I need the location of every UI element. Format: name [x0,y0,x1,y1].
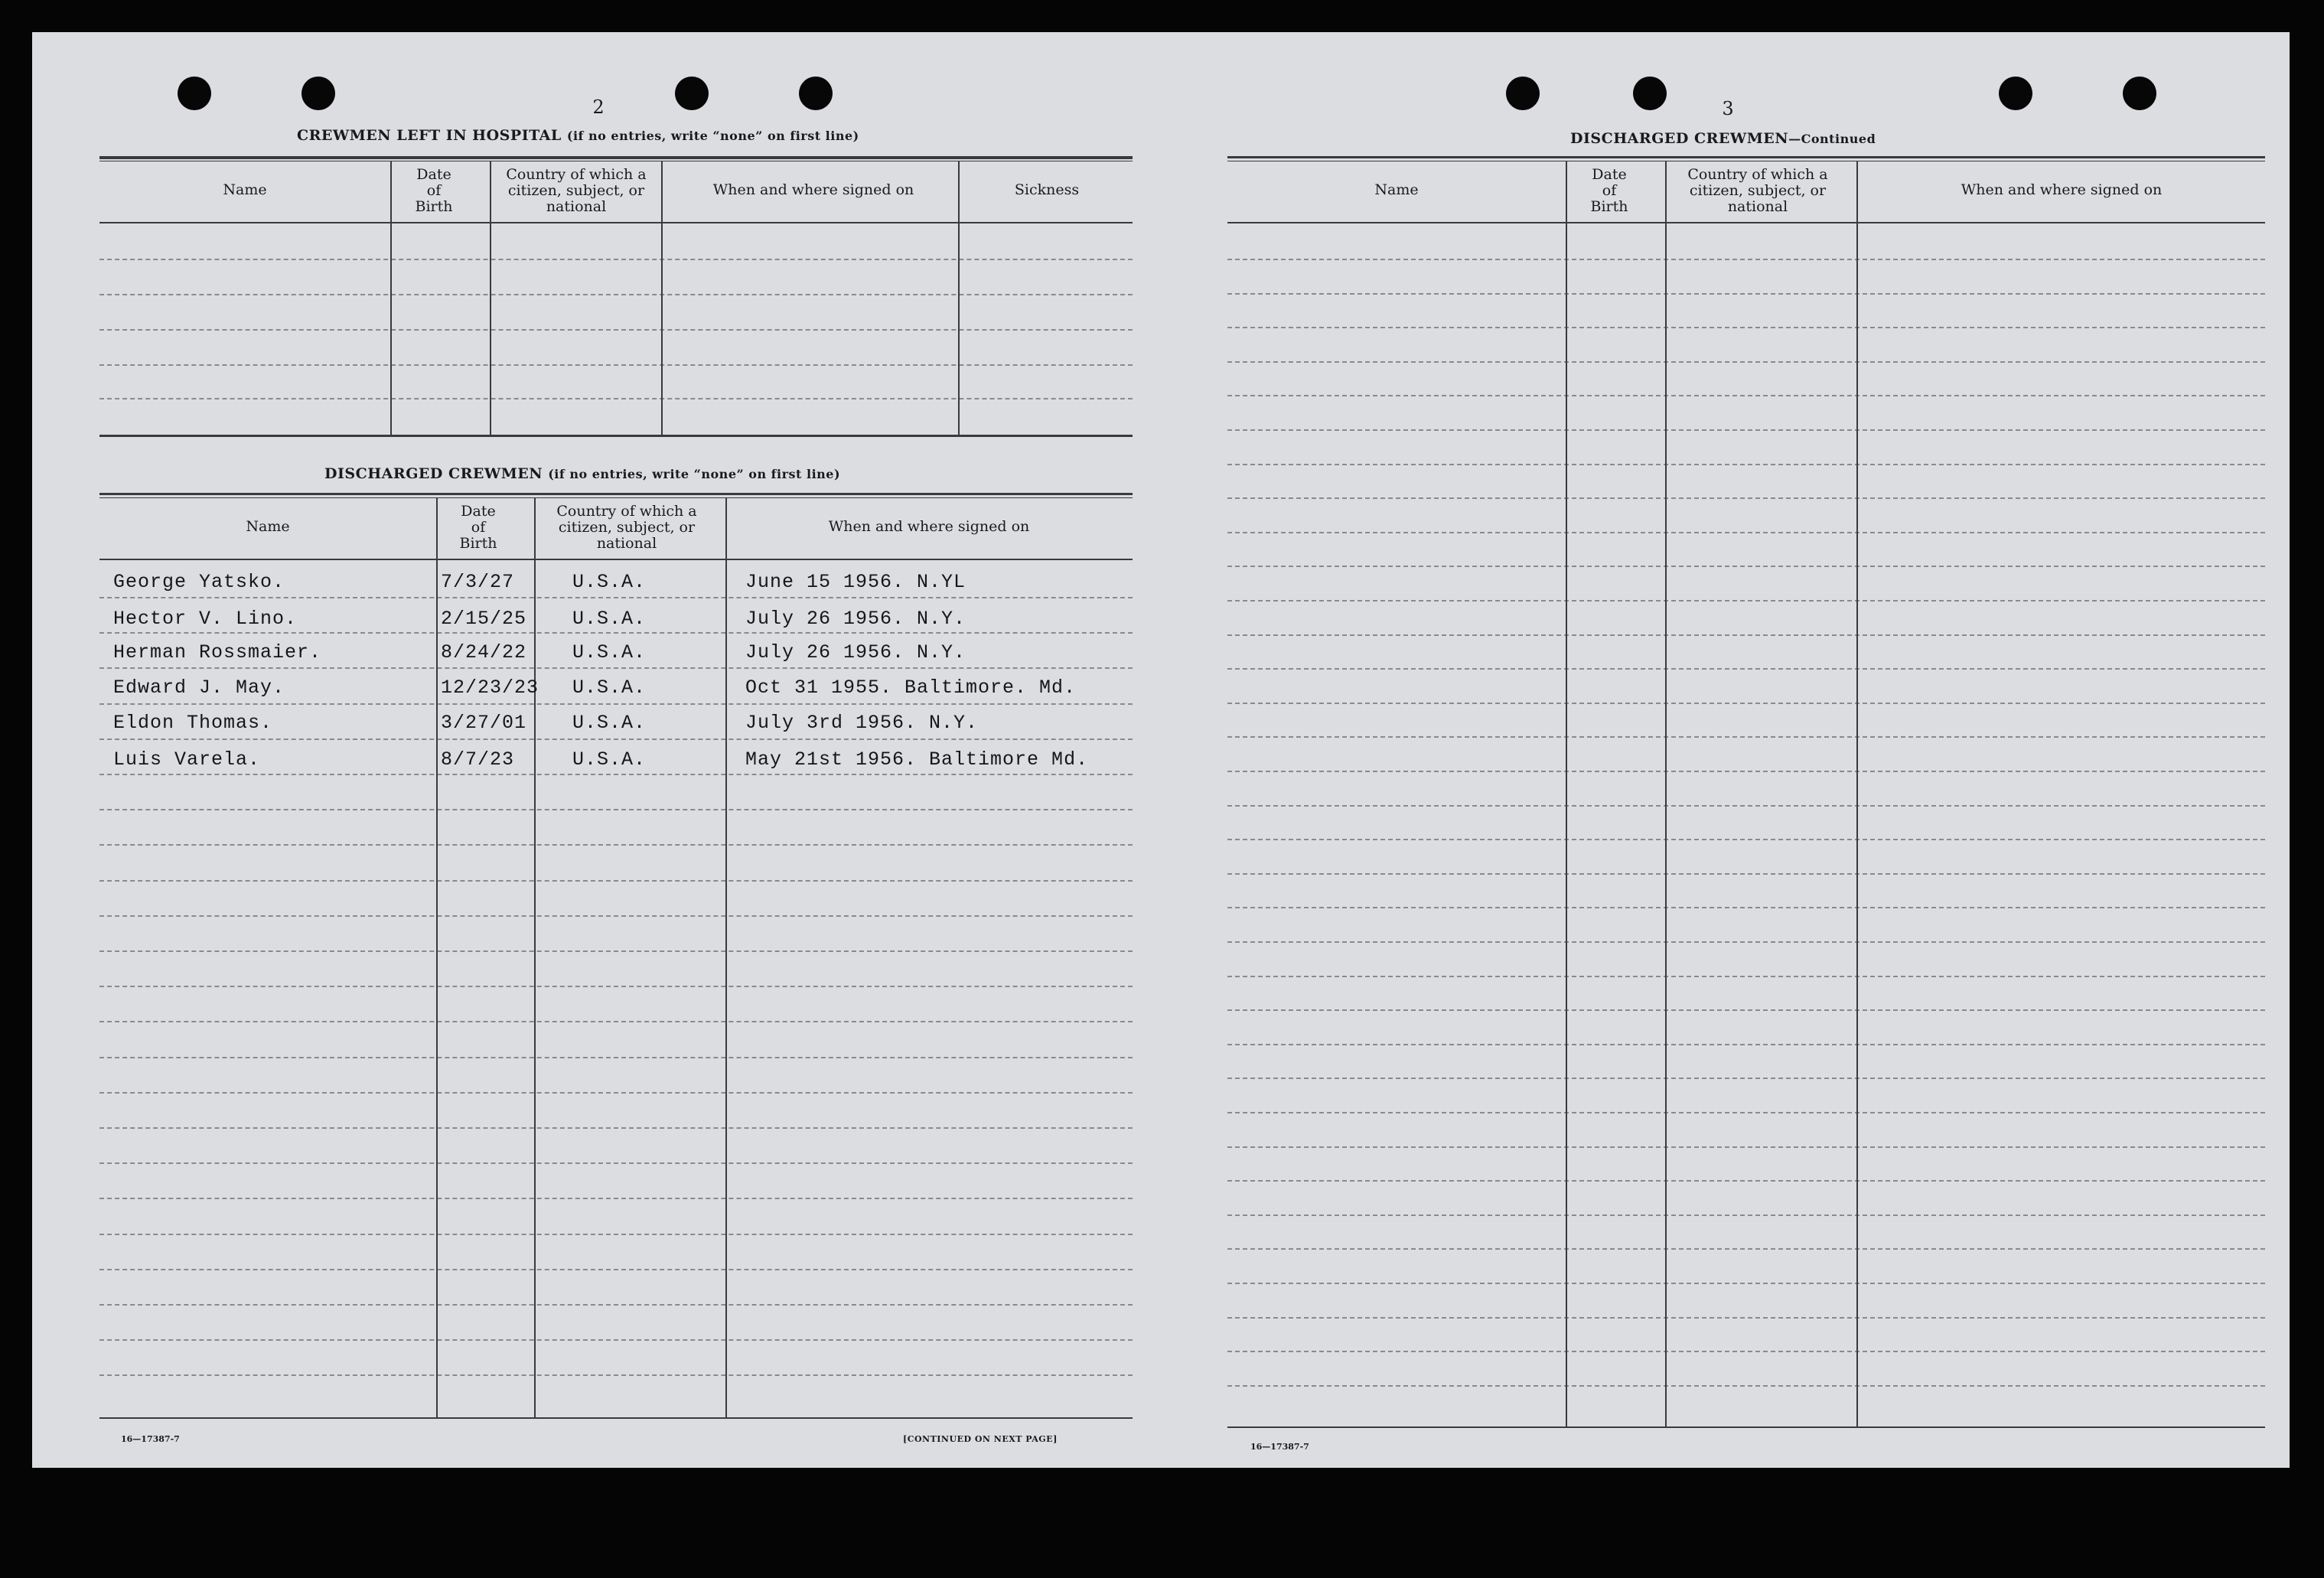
ruled-row-line [99,667,1133,669]
hospital-col-country: Country of which a citizen, subject, or national [506,166,647,215]
punch-hole-icon [178,77,211,110]
discharged-col-divider [534,497,536,1417]
ruled-row-line [1227,634,2265,636]
hospital-row-line [99,259,1133,260]
discharged-top-rule-thin [99,497,1133,498]
ruled-row-line [99,844,1133,846]
hospital-header-rule [99,222,1133,223]
crew-dob: 8/7/23 [441,748,515,771]
ruled-row-line [1227,1351,2265,1352]
ruled-row-line [99,1021,1133,1022]
manifest-sheet [32,32,2290,1468]
page-number-left: 2 [592,96,605,118]
hospital-row-line [99,294,1133,295]
crew-dob: 7/3/27 [441,571,515,593]
ruled-row-line [1227,771,2265,772]
hospital-col-divider [661,161,663,436]
crew-signed-on: June 15 1956. N.YL [745,571,966,593]
ruled-row-line [99,1269,1133,1270]
punch-hole-icon [1506,77,1540,110]
ruled-row-line [1227,1283,2265,1284]
crew-dob: 3/27/01 [441,712,527,734]
ruled-row-line [99,950,1133,952]
hospital-row-line [99,364,1133,366]
continued-bottom-rule [1227,1426,2265,1428]
hospital-col-divider [490,161,491,436]
crew-name: Hector V. Lino. [113,608,298,630]
ruled-row-line [99,703,1133,705]
ruled-row-line [99,1374,1133,1376]
ruled-row-line [1227,361,2265,363]
ruled-row-line [1227,1180,2265,1182]
hospital-bottom-rule [99,435,1133,437]
ruled-row-line [1227,1112,2265,1113]
ruled-row-line [1227,1385,2265,1387]
crew-name: Herman Rossmaier. [113,641,322,663]
continued-col-divider [1665,161,1667,1428]
discharged-section-title [324,465,840,482]
ruled-row-line [1227,976,2265,977]
hospital-col-sickness: Sickness [1014,181,1080,198]
continued-col-divider [1566,161,1567,1428]
continued-title-text: DISCHARGED CREWMEN [1570,130,1789,147]
page-number-right: 3 [1722,98,1734,119]
ruled-row-line [99,597,1133,598]
ruled-row-line [1227,1317,2265,1319]
continued-col-divider [1856,161,1858,1428]
crew-signed-on: July 26 1956. N.Y. [745,641,966,663]
crew-dob: 2/15/25 [441,608,527,630]
ruled-row-line [99,1339,1133,1341]
punch-hole-icon [1999,77,2032,110]
crew-signed-on: July 26 1956. N.Y. [745,608,966,630]
discharged-top-rule [99,493,1133,495]
punch-hole-icon [302,77,335,110]
punch-hole-icon [799,77,833,110]
ruled-row-line [1227,805,2265,807]
ruled-row-line [1227,532,2265,533]
ruled-row-line [1227,395,2265,396]
ruled-row-line [99,880,1133,882]
ruled-row-line [1227,736,2265,738]
ruled-row-line [1227,668,2265,670]
punch-hole-icon [1633,77,1667,110]
ruled-row-line [1227,941,2265,943]
crew-country: U.S.A. [572,641,647,663]
continued-note: [CONTINUED ON NEXT PAGE] [903,1434,1058,1444]
hospital-row-line [99,398,1133,399]
ruled-row-line [1227,259,2265,260]
hospital-col-name: Name [223,181,267,198]
ruled-row-line [99,738,1133,740]
hospital-col-divider [958,161,960,436]
discharged-header-rule [99,559,1133,560]
ruled-row-line [99,1162,1133,1164]
hospital-row-line [99,329,1133,331]
crew-dob: 12/23/23 [441,677,539,699]
discharged-bottom-rule [99,1417,1133,1419]
ruled-row-line [99,986,1133,987]
ruled-row-line [1227,497,2265,499]
crew-dob: 8/24/22 [441,641,527,663]
ruled-row-line [1227,600,2265,602]
ruled-row-line [1227,429,2265,431]
ruled-row-line [1227,839,2265,840]
continued-top-rule [1227,156,2265,158]
crew-signed-on: July 3rd 1956. N.Y. [745,712,979,734]
discharged-col-dob: Date of Birth [459,503,497,552]
punch-hole-icon [2123,77,2156,110]
discharged-col-country: Country of which a citizen, subject, or national [556,503,697,552]
crew-name: Eldon Thomas. [113,712,273,734]
ruled-row-line [99,1092,1133,1094]
form-number-right: 16—17387-7 [1250,1442,1309,1452]
punch-hole-icon [675,77,709,110]
ruled-row-line [1227,327,2265,328]
hospital-instruction: (if no entries, write “none” on first line) [566,129,859,143]
ruled-row-line [99,774,1133,775]
hospital-col-divider [390,161,392,436]
discharged-col-name: Name [246,518,290,535]
continued-header-rule [1227,222,2265,223]
hospital-col-dob: Date of Birth [415,166,453,215]
crew-country: U.S.A. [572,712,647,734]
crew-country: U.S.A. [572,571,647,593]
hospital-top-rule [99,156,1133,159]
crew-signed-on: May 21st 1956. Baltimore Md. [745,748,1089,771]
ruled-row-line [99,809,1133,810]
ruled-row-line [99,1234,1133,1235]
discharged-title-text: DISCHARGED CREWMEN [324,465,543,482]
crew-signed-on: Oct 31 1955. Baltimore. Md. [745,677,1077,699]
crew-name: Edward J. May. [113,677,285,699]
crew-name: Luis Varela. [113,748,261,771]
ruled-row-line [1227,566,2265,567]
ruled-row-line [1227,464,2265,465]
ruled-row-line [1227,1248,2265,1250]
ruled-row-line [1227,873,2265,875]
crew-country: U.S.A. [572,748,647,771]
ruled-row-line [99,1127,1133,1129]
crew-name: George Yatsko. [113,571,285,593]
continued-title-suffix: —Continued [1788,132,1876,146]
continued-col-name: Name [1374,181,1419,198]
ruled-row-line [1227,1009,2265,1011]
ruled-row-line [99,632,1133,634]
ruled-row-line [1227,907,2265,908]
ruled-row-line [1227,293,2265,295]
discharged-col-signed: When and where signed on [828,518,1030,535]
continued-col-dob: Date of Birth [1590,166,1628,215]
discharged-col-divider [436,497,438,1417]
ruled-row-line [99,1198,1133,1199]
ruled-row-line [99,1304,1133,1306]
ruled-row-line [99,915,1133,917]
ruled-row-line [1227,1146,2265,1148]
hospital-col-signed: When and where signed on [712,181,914,198]
form-number-left: 16—17387-7 [121,1434,180,1444]
discharged-col-divider [725,497,727,1417]
hospital-section-title [297,127,859,144]
ruled-row-line [1227,1078,2265,1079]
continued-section-title [1570,130,1876,147]
ruled-row-line [1227,703,2265,704]
ruled-row-line [1227,1044,2265,1045]
hospital-title-text: CREWMEN LEFT IN HOSPITAL [297,127,562,144]
ruled-row-line [99,1057,1133,1058]
ruled-row-line [1227,1214,2265,1216]
discharged-instruction: (if no entries, write “none” on first line) [548,467,841,481]
crew-country: U.S.A. [572,677,647,699]
continued-col-country: Country of which a citizen, subject, or national [1687,166,1828,215]
crew-country: U.S.A. [572,608,647,630]
continued-col-signed: When and where signed on [1961,181,2163,198]
